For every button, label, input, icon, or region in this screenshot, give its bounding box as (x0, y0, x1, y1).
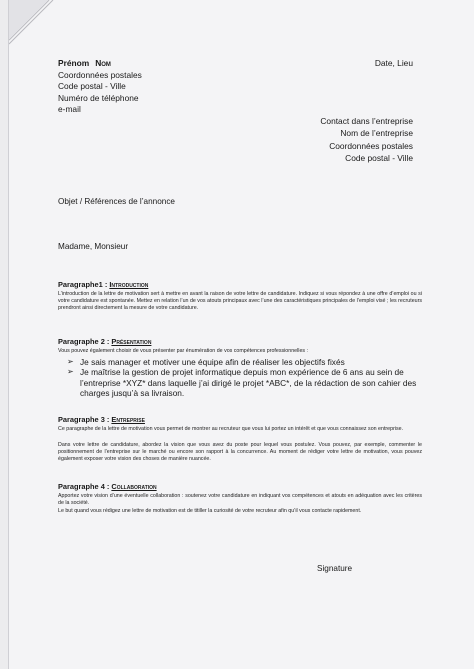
paragraph4-title: Collaboration (111, 482, 157, 491)
recipient-line: Contact dans l’entreprise (320, 116, 413, 126)
paragraph3-prefix: Paragraphe 3 : (58, 415, 112, 424)
recipient-block (320, 115, 413, 165)
paragraph2-text: Vous pouvez également choisir de vous présenter par énumération de vos compétences professionnelles : (58, 348, 308, 354)
paragraph3-heading (58, 415, 145, 424)
list-item (67, 367, 425, 398)
sender-line: e-mail (58, 104, 81, 115)
letter-page (8, 0, 474, 669)
paragraph2-heading (58, 337, 151, 346)
list-item-text: Je maîtrise la gestion de projet informatique depuis mon expérience de 6 ans au sein de l’entreprise *XYZ* dans laquelle j’ai dirigé le projet *ABC*, de la rédaction de son cahier des charges jusqu’à sa livraison. (80, 367, 417, 399)
sender-line: Numéro de téléphone (58, 92, 139, 103)
signature: Signature (317, 564, 353, 573)
paragraph1-prefix: Paragraphe1 : (58, 280, 110, 289)
paragraph3-text-1: Ce paragraphe de la lettre de motivation vous permet de montrer au recruteur que vous lui portez un intérêt et que vous connaissez son entreprise. (58, 426, 404, 432)
paragraph2-title: Présentation (111, 337, 152, 346)
competence-list (67, 357, 425, 399)
paragraph3-text-2: Dans votre lettre de candidature, abordez la vision que vous avez du poste pour lequel vous postulez. Vous pouvez, par exemple, commenter le positionnement de l’entreprise sur le marché ou encore son rapport à la concurrence. Au moment de rédiger votre lettre de motivation, vous pouvez également exposer votre vision des choses de manière nuancée. (58, 442, 422, 462)
recipient-line: Nom de l’entreprise (340, 128, 413, 139)
recipient-line: Coordonnées postales (329, 140, 413, 151)
paragraph3-title: Entreprise (111, 415, 145, 424)
list-item-text: Je sais manager et motiver une équipe afin de réaliser les objectifs fixés (80, 357, 345, 367)
paragraph2-prefix: Paragraphe 2 : (58, 337, 112, 346)
arrow-bullet-icon: ➢ (67, 367, 74, 377)
arrow-bullet-icon: ➢ (67, 357, 74, 366)
subject-line: Objet / Références de l’annonce (58, 197, 175, 206)
paragraph4-text-1: Apportez votre vision d’une éventuelle collaboration : soutenez votre candidature en indiquant vos compétences et atouts en adéquation avec les critères de la société. (58, 493, 422, 506)
date-place: Date, Lieu (374, 58, 413, 68)
paragraph4-text-2: Le but quand vous rédigez une lettre de motivation est de titiller la curiosité de votre recruteur afin qu’il vous contacte rapidement. (58, 508, 362, 514)
paragraph4-prefix: Paragraphe 4 : (58, 482, 112, 491)
sender-line: Code postal - Ville (58, 81, 126, 92)
paragraph1-text: L’introduction de la lettre de motivation sert à mettre en avant la raison de votre lettre de candidature. Indiquez si vous répondez à une offre d’emploi ou si votre candidature est spontanée. Mettez en relation l’un de vos atouts principaux avec l’une des caractéristiques principales de l’emploi visé ; les recruteurs prendront ainsi directement la mesure de votre candidature. (58, 291, 422, 311)
sender-name-line (58, 58, 142, 70)
sender-line: Coordonnées postales (58, 69, 142, 80)
sender-block (58, 58, 142, 116)
paragraph4-heading (58, 482, 157, 491)
recipient-line: Code postal - Ville (345, 153, 413, 164)
sender-last-name: Nom (95, 58, 111, 68)
salutation: Madame, Monsieur (58, 242, 129, 251)
list-item (67, 357, 425, 367)
paragraph1-title: Introduction (109, 280, 149, 289)
sender-first-name: Prénom (58, 58, 90, 68)
paragraph1-heading (58, 280, 148, 289)
